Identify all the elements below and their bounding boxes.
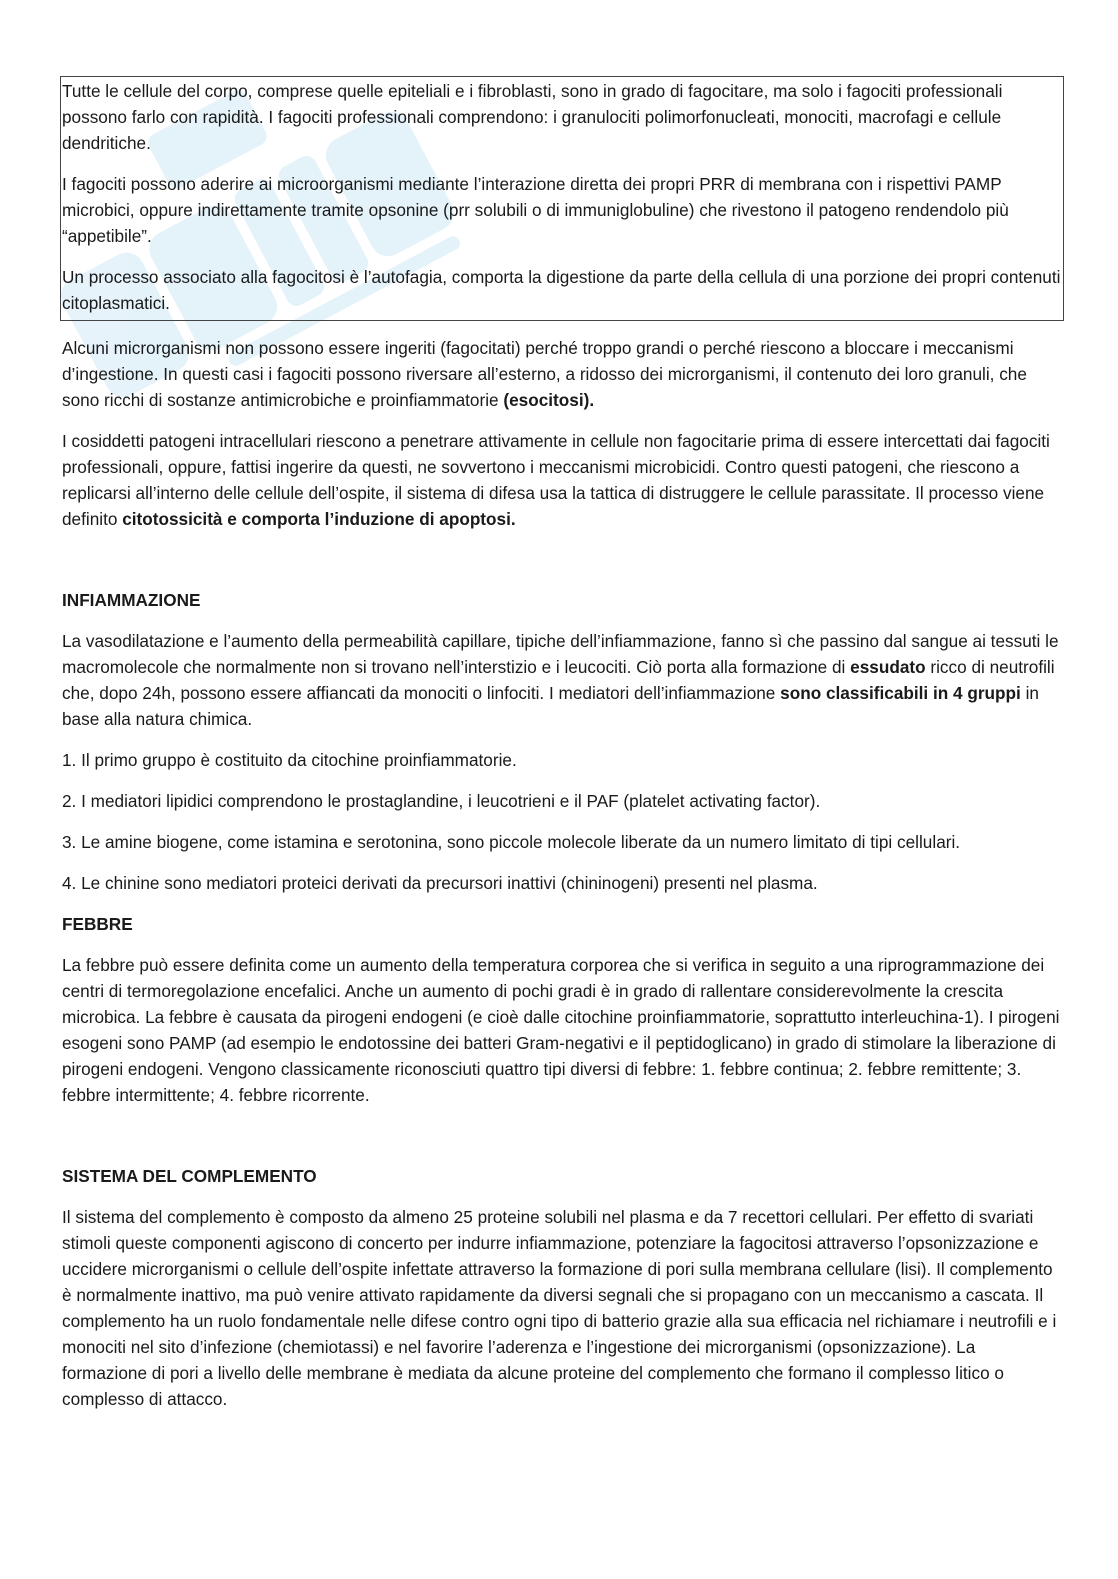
heading-complemento: SISTEMA DEL COMPLEMENTO xyxy=(62,1166,317,1186)
esocitosi-bold: (esocitosi). xyxy=(503,390,595,410)
citotossicita-bold: citotossicità e comporta l’induzione di apoptosi. xyxy=(122,509,516,529)
paragraph-citotossicita xyxy=(62,428,1062,532)
infiammazione-intro-c: in base alla natura chimica. xyxy=(62,683,1039,729)
list-item-mediatori-1: 1. Il primo gruppo è costituito da citochine proinfiammatorie. xyxy=(62,750,517,770)
paragraph-febbre: La febbre può essere definita come un aumento della temperatura corporea che si verifica in seguito a una riprogrammazione dei centri di termoregolazione encefalici. Anche un aumento di pochi gradi è in grado di rallentare considerevolmente la crescita microbica. La febbre è causata da pirogeni endogeni (e cioè dalle citochine proinfiammatorie, soprattutto interleuchina-1). I pirogeni esogeni sono PAMP (ad esempio le endotossine dei batteri Gram-negativi e il peptidoglicano) in grado di stimolare la liberazione di pirogeni endogeni. Vengono classicamente riconosciuti quattro tipi diversi di febbre: 1. febbre continua; 2. febbre remittente; 3. febbre intermittente; 4. febbre ricorrente. xyxy=(62,955,1060,1105)
infiammazione-bold-gruppi: sono classificabili in 4 gruppi xyxy=(780,683,1021,703)
paragraph-complemento: Il sistema del complemento è composto da almeno 25 proteine solubili nel plasma e da 7 recettori cellulari. Per effetto di svariati stimoli queste componenti agiscono di concerto per indurre infiammazione, potenziare la fagocitosi attraverso l’opsonizzazione e uccidere microrganismi o cellule dell’ospite infettate attraverso la formazione di pori sulla membrana cellulare (lisi). Il complemento è normalmente inattivo, ma può venire attivato rapidamente da diversi segnali che si propagano con un meccanismo a cascata. Il complemento ha un ruolo fondamentale nelle difese contro ogni tipo di batterio grazie alla sua efficacia nel richiamare i neutrofili e i monociti nel sito d’infezione (chemiotassi) e nel favorire l’aderenza e l’ingestione dei microrganismi (opsonizzazione). La formazione di pori a livello delle membrane è mediata da alcune proteine del complemento che formano il complesso litico o complesso di attacco. xyxy=(62,1207,1057,1409)
document-body xyxy=(62,76,1062,1427)
infiammazione-intro-b: ricco di neutrofili che, dopo 24h, possono essere affiancati da monociti o linfociti. I mediatori dell’infiammazione xyxy=(62,657,1055,703)
paragraph-infiammazione-intro xyxy=(62,628,1062,732)
infiammazione-bold-essudato: essudato xyxy=(850,657,926,677)
infiammazione-intro-a: La vasodilatazione e l’aumento della permeabilità capillare, tipiche dell’infiammazione, fanno sì che passino dal sangue ai tessuti le macromolecole che normalmente non si trovano nell’interstizio e i leucociti. Ciò porta alla formazione di xyxy=(62,631,1059,677)
paragraph-autofagia: Un processo associato alla fagocitosi è l’autofagia, comporta la digestione da parte della cellula di una porzione dei propri contenuti citoplasmatici. xyxy=(62,267,1061,313)
heading-infiammazione: INFIAMMAZIONE xyxy=(62,590,201,610)
heading-febbre: FEBBRE xyxy=(62,914,133,934)
framed-text-box xyxy=(60,76,1064,321)
list-item-mediatori-3: 3. Le amine biogene, come istamina e serotonina, sono piccole molecole liberate da un numero limitato di tipi cellulari. xyxy=(62,832,961,852)
citotossicita-text: I cosiddetti patogeni intracellulari riescono a penetrare attivamente in cellule non fagocitarie prima di essere intercettati dai fagociti professionali, oppure, fattisi ingerire da questi, ne sovvertono i meccanismi microbicidi. Contro questi patogeni, che riescono a replicarsi all’interno delle cellule dell’ospite, il sistema di difesa usa la tattica di distruggere le cellule parassitate. Il processo viene definito xyxy=(62,431,1050,529)
esocitosi-text: Alcuni microrganismi non possono essere ingeriti (fagocitati) perché troppo grandi o perché riescono a bloccare i meccanismi d’ingestione. In questi casi i fagociti possono riversare all’esterno, a ridosso dei microrganismi, il contenuto dei loro granuli, che sono ricchi di sostanze antimicrobiche e proinfiammatorie xyxy=(62,338,1027,410)
list-item-mediatori-4: 4. Le chinine sono mediatori proteici derivati da precursori inattivi (chininogeni) presenti nel plasma. xyxy=(62,873,818,893)
list-item-mediatori-2: 2. I mediatori lipidici comprendono le prostaglandine, i leucotrieni e il PAF (platelet activating factor). xyxy=(62,791,821,811)
paragraph-fagociti: Tutte le cellule del corpo, comprese quelle epiteliali e i fibroblasti, sono in grado di fagocitare, ma solo i fagociti professionali possono farlo con rapidità. I fagociti professionali comprendono: i granulociti polimorfonucleati, monociti, macrofagi e cellule dendritiche. xyxy=(62,81,1003,153)
paragraph-adesione: I fagociti possono aderire ai microorganismi mediante l’interazione diretta dei propri PRR di membrana con i rispettivi PAMP microbici, oppure indirettamente tramite opsonine (prr solubili o di immuniglobuline) che rivestono il patogeno rendendolo più “appetibile”. xyxy=(62,174,1009,246)
spacer xyxy=(62,547,1062,587)
paragraph-esocitosi xyxy=(62,335,1062,413)
spacer xyxy=(62,1123,1062,1163)
